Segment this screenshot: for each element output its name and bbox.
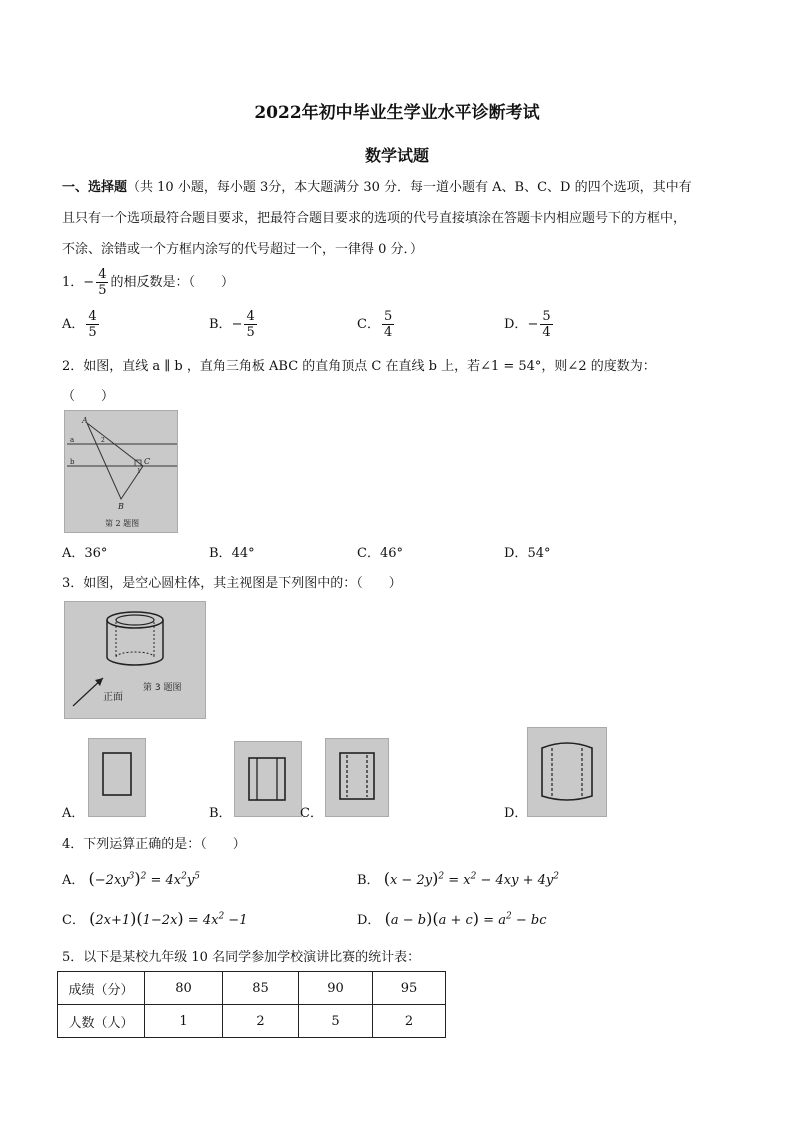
question-2-stem: 2．如图，直线 a ∥ b ，直角三角板 ABC 的直角顶点 C 在直线 b 上，若∠1 = 54°，则∠2 的度数为： xyxy=(62,359,656,374)
table-cell: 1 xyxy=(145,1005,223,1038)
section-heading: 一、选择题 xyxy=(62,180,128,195)
fraction-numerator: 5 xyxy=(542,309,551,324)
question-4-option-a[interactable] xyxy=(62,869,200,888)
option-label: D． xyxy=(504,546,528,561)
question-2-paren: （ ） xyxy=(62,389,115,404)
option-label: D． xyxy=(504,317,528,332)
option-value: 54° xyxy=(527,546,551,561)
option-fraction xyxy=(382,309,394,340)
option-fraction xyxy=(244,309,256,340)
table-cell: 2 xyxy=(373,1005,446,1038)
question-3-figure xyxy=(64,601,206,719)
question-3-option-d-label: D． xyxy=(504,806,528,821)
fraction-numerator: 5 xyxy=(383,309,393,324)
option-label: A． xyxy=(62,873,85,888)
question-2-figure xyxy=(64,410,178,533)
fraction-denominator: 4 xyxy=(383,325,393,340)
option-sign: − xyxy=(231,317,243,332)
question-5-stem: 5．以下是某校九年级 10 名同学参加学校演讲比赛的统计表： xyxy=(62,950,421,965)
label-angle-1: 1 xyxy=(137,468,141,475)
question-2-option-c[interactable] xyxy=(357,542,403,561)
label-angle-2: 2 xyxy=(101,437,105,444)
option-label: B． xyxy=(209,317,232,332)
option-label: D． xyxy=(357,913,381,928)
fraction-denominator: 5 xyxy=(98,283,107,298)
question-2-option-b[interactable] xyxy=(209,542,255,561)
option-value: 36° xyxy=(84,546,108,561)
front-direction-label: 正面 xyxy=(103,692,123,703)
question-4-stem: 4．下列运算正确的是：（ ） xyxy=(62,837,246,852)
question-3-option-a-figure[interactable] xyxy=(88,738,146,817)
table-cell: 5 xyxy=(299,1005,373,1038)
option-label: A． xyxy=(62,317,85,332)
question-4-option-b[interactable] xyxy=(357,869,559,888)
figure-2-caption: 第 2 题图 xyxy=(105,519,140,528)
exam-title: 2022年初中毕业生学业水平诊断考试 xyxy=(254,103,540,123)
question-3-option-b-label: B． xyxy=(209,806,232,821)
expression-d: $(a - b)(a + c) = a^2$ − bc xyxy=(384,909,547,928)
table-cell: 85 xyxy=(223,972,299,1005)
question-1-option-a[interactable] xyxy=(62,309,101,340)
label-A: A xyxy=(82,416,88,425)
figure-3-caption: 第 3 题图 xyxy=(143,683,182,693)
label-line-b: b xyxy=(70,458,75,466)
section-intro-line3: 不涂、涂错或一个方框内涂写的代号超过一个，一律得 0 分．） xyxy=(62,242,424,257)
table-cell: 80 xyxy=(145,972,223,1005)
option-label: B． xyxy=(209,546,232,561)
table-row xyxy=(58,972,446,1005)
question-3-option-c-figure[interactable] xyxy=(325,738,389,817)
fraction-numerator: 4 xyxy=(98,267,107,282)
fraction-denominator: 4 xyxy=(542,325,551,340)
triangle-diagram xyxy=(65,411,177,532)
hollow-cylinder-diagram xyxy=(65,602,205,718)
fraction-numerator: 4 xyxy=(246,309,255,324)
option-label: C． xyxy=(62,913,85,928)
option-fraction xyxy=(540,309,552,340)
question-1-fraction xyxy=(96,267,108,298)
section-intro-line1: （共 10 小题，每小题 3分，本大题满分 30 分．每一道小题有 A、B、C、D 的四个选项，其中有 xyxy=(127,180,692,195)
option-label: C． xyxy=(357,546,380,561)
exam-subtitle: 数学试题 xyxy=(364,146,429,165)
question-3-option-d-figure[interactable] xyxy=(527,727,607,817)
expression-b: $(x - 2y)^2 = x^2 - 4xy + 4y^2$ xyxy=(383,869,559,888)
section-intro xyxy=(62,172,742,265)
question-3-stem: 3．如图，是空心圆柱体，其主视图是下列图中的：（ ） xyxy=(62,576,402,591)
fraction-numerator: 4 xyxy=(88,309,97,324)
question-4-option-d[interactable] xyxy=(357,909,547,928)
option-value: 46° xyxy=(379,546,403,561)
label-B: B xyxy=(118,502,124,511)
option-value: 44° xyxy=(231,546,255,561)
table-cell: 人数（人） xyxy=(58,1005,145,1038)
question-1-option-c[interactable] xyxy=(357,309,396,340)
expression-a: $(-2xy^3)^2 = 4x^2y^5$ xyxy=(88,869,200,888)
label-C: C xyxy=(144,457,151,466)
table-cell: 2 xyxy=(223,1005,299,1038)
option-label: B． xyxy=(357,873,380,888)
front-view-b xyxy=(235,742,301,816)
table-cell: 95 xyxy=(373,972,446,1005)
question-1-stem xyxy=(62,267,234,298)
expression-c: $(2x+1)(1-2x) = 4x^2 -1$ xyxy=(89,909,248,928)
question-2-option-d[interactable] xyxy=(504,542,550,561)
section-intro-line2: 且只有一个选项最符合题目要求，把最符合题目要求的选项的代号直接填涂在答题卡内相应题号下的方框中， xyxy=(62,211,687,226)
fraction-denominator: 5 xyxy=(88,325,97,340)
question-2-option-a[interactable] xyxy=(62,542,107,561)
label-line-a: a xyxy=(70,436,75,444)
question-1-number: 1． xyxy=(62,275,84,290)
table-cell: 90 xyxy=(299,972,373,1005)
front-view-c xyxy=(326,739,388,816)
question-1-sign: − xyxy=(83,275,95,290)
question-1-option-d[interactable] xyxy=(504,309,555,340)
question-3-option-c-label: C． xyxy=(300,806,323,821)
option-sign: − xyxy=(527,317,539,332)
front-view-a xyxy=(89,739,145,816)
question-3-option-b-figure[interactable] xyxy=(234,741,302,817)
option-label: A． xyxy=(62,546,85,561)
question-1-text: 的相反数是：（ ） xyxy=(110,275,234,290)
option-fraction xyxy=(86,309,98,340)
question-4-option-c[interactable] xyxy=(62,909,247,928)
fraction-denominator: 5 xyxy=(246,325,255,340)
option-label: C． xyxy=(357,317,380,332)
table-cell: 成绩（分） xyxy=(58,972,145,1005)
question-1-option-b[interactable] xyxy=(209,309,259,340)
table-row xyxy=(58,1005,446,1038)
front-view-d xyxy=(528,728,606,816)
stats-table xyxy=(57,971,446,1038)
question-3-option-a-label: A． xyxy=(62,806,85,821)
